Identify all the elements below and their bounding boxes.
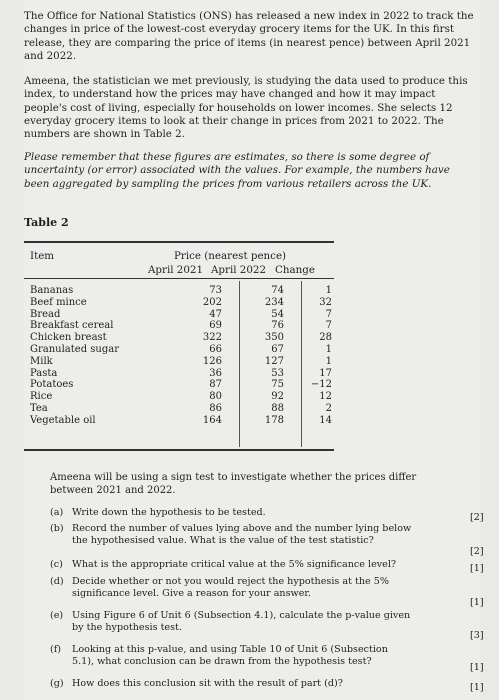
price-2022-cell: 67 [271,343,284,355]
questions-intro: Ameena will be using a sign test to investigate whether the prices differ between 2021 and 2022. [50,472,417,496]
price-table [24,241,334,451]
price-2021-cell: 36 [209,367,222,379]
item-cell: Bananas [30,285,74,296]
col-header-item: Item [30,250,55,262]
item-cell: Beef mince [30,296,87,308]
price-2021-cell: 322 [202,332,222,344]
price-2022-cell: 54 [271,308,284,320]
price-2022-cell: 74 [271,285,284,296]
price-2021-column [174,285,222,427]
change-cell: −12 [310,379,332,391]
price-2022-cell: 92 [271,391,284,403]
table-title: Table 2 [24,216,69,229]
item-cell: Tea [30,402,48,414]
change-cell: 12 [319,391,332,403]
question-text: Write down the hypothesis to be tested. [72,507,266,518]
price-2022-cell: 127 [264,355,284,367]
question-label: (c) [50,559,63,570]
price-2021-cell: 73 [209,285,222,296]
question-label: (d) [50,576,64,587]
ameena-paragraph: Ameena, the statistician we met previously, is studying the data used to produce this index, to understand how the prices may have changed and how it may impact people's cost of living, especially for households on lower incomes. She selects 12 everyday grocery items to look at their change in prices from 2021 to 2022. The numbers are shown in Table 2. [24,75,468,141]
question-mark: [2] [470,546,484,557]
change-cell: 7 [325,320,332,332]
estimates-note: Please remember that these figures are estimates, so there is some degree of uncertainty (or error) associated with the values. For example, the numbers have been aggregated by sampling the prices from various retailers across the UK. [24,151,450,190]
change-cell: 32 [319,296,332,308]
price-2022-column [236,285,284,427]
col-header-2021: April 2021 [148,264,204,276]
price-2022-cell: 75 [271,379,284,391]
item-cell: Granulated sugar [30,343,120,355]
question-mark: [1] [470,563,484,574]
question-label: (f) [50,644,62,655]
price-2021-cell: 86 [209,402,222,414]
item-cell: Potatoes [30,379,74,391]
question-mark: [1] [470,662,484,673]
col-header-price: Price (nearest pence) [174,250,287,262]
item-cell: Chicken breast [30,332,107,344]
question-label: (e) [50,610,64,621]
question-text: How does this conclusion sit with the result of part (d)? [72,678,343,689]
question-mark: [1] [470,682,484,693]
price-2021-cell: 69 [209,320,222,332]
item-cell: Vegetable oil [30,414,96,426]
change-cell: 7 [325,308,332,320]
question-text: Decide whether or not you would reject the hypothesis at the 5% significance level. Give a reason for your answer. [72,576,389,599]
col-header-change: Change [275,264,315,276]
price-2022-cell: 76 [271,320,284,332]
table-bottom-rule [24,449,334,451]
question-mark: [1] [470,597,484,608]
change-cell: 2 [325,402,332,414]
price-2022-cell: 350 [264,332,284,344]
table-header-rule [24,278,334,279]
price-2021-cell: 202 [202,296,222,308]
question-text: Looking at this p-value, and using Table 10 of Unit 6 (Subsection 5.1), what conclusion can be drawn from the hypothesis test? [72,644,388,667]
question-text: Record the number of values lying above and the number lying below the hypothesised value. What is the value of the test statistic? [72,523,412,546]
change-column [284,285,332,427]
document-page [24,0,484,700]
change-cell: 17 [319,367,332,379]
item-cell: Bread [30,308,61,320]
change-cell: 14 [319,414,332,426]
question-mark: [2] [470,512,484,523]
price-2022-cell: 53 [271,367,284,379]
question-text: What is the appropriate critical value at the 5% significance level? [72,559,397,570]
item-cell: Rice [30,391,53,403]
change-cell: 1 [325,355,332,367]
question-text: Using Figure 6 of Unit 6 (Subsection 4.1), calculate the p-value given by the hypothesis test. [72,610,411,633]
item-cell: Breakfast cereal [30,320,114,332]
col-header-2022: April 2022 [211,264,267,276]
item-column [30,285,119,427]
price-2022-cell: 88 [271,402,284,414]
change-cell: 28 [319,332,332,344]
price-2021-cell: 80 [209,391,222,403]
question-label: (a) [50,507,64,518]
price-2021-cell: 47 [209,308,222,320]
price-2021-cell: 66 [209,343,222,355]
change-cell: 1 [325,343,332,355]
question-mark: [3] [470,630,484,641]
price-2022-cell: 178 [264,414,284,426]
price-2021-cell: 126 [202,355,222,367]
item-cell: Pasta [30,367,58,379]
price-2022-cell: 234 [264,296,284,308]
price-2021-cell: 164 [202,414,222,426]
question-label: (g) [50,678,64,689]
question-label: (b) [50,523,64,534]
item-cell: Milk [30,355,53,367]
change-cell: 1 [325,285,332,296]
intro-paragraph: The Office for National Statistics (ONS) has released a new index in 2022 to track the changes in price of the lowest-cost everyday grocery items for the UK. In this first release, they are comparing the price of items (in nearest pence) between April 2021 and 2022. [24,10,474,62]
price-2021-cell: 87 [209,379,222,391]
table-top-rule [24,241,334,243]
